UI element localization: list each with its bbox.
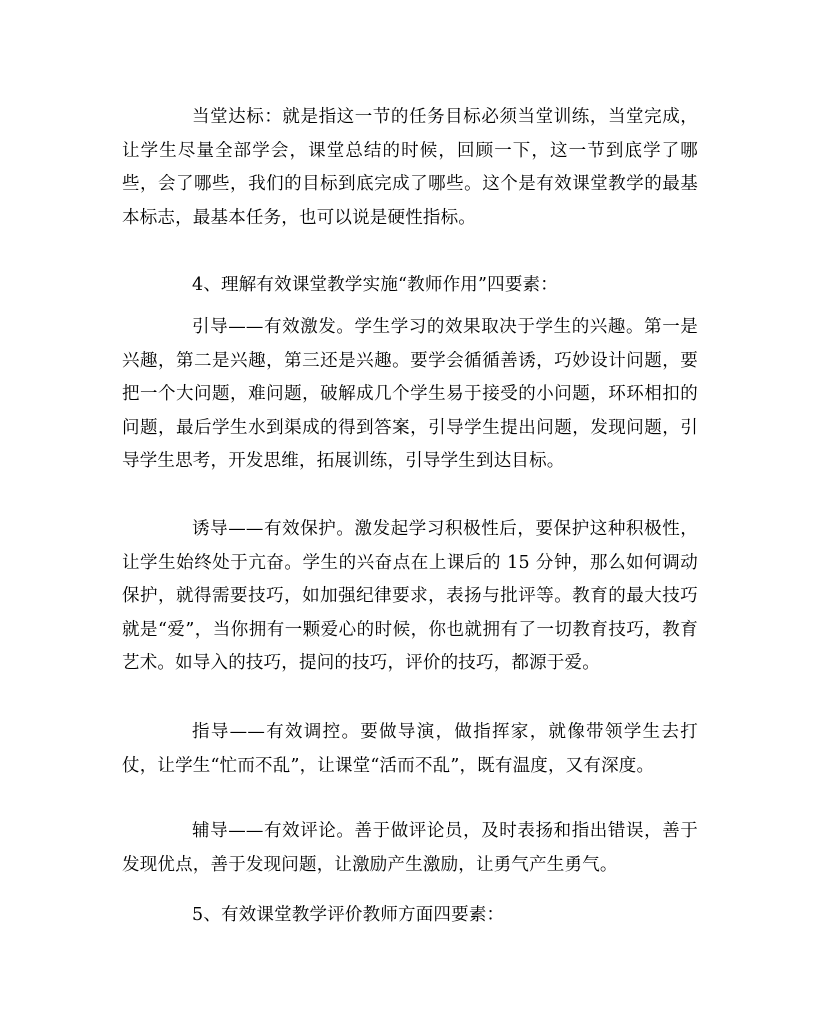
section-heading-4: 4、理解有效课堂教学实施“教师作用”四要素：	[192, 275, 558, 295]
section-heading-5: 5、有效课堂教学评价教师方面四要素：	[192, 905, 505, 925]
paragraph-induce: 诱导——有效保护。激发起学习积极性后，要保护这种积极性，让学生始终处于亢奋。学生的兴奋点在上课后的 15 分钟，那么如何调动保护，就得需要技巧，如加强纪律要求，表扬与批评等。教育的最大技巧就是“爱”，当你拥有一颗爱心的时候，你也就拥有了一切教育技巧，教育艺术。如导入的技巧，提问的技巧，评价的技巧，都源于爱。	[122, 519, 698, 673]
paragraph-when-class-goal: 当堂达标：就是指这一节的任务目标必须当堂训练，当堂完成，让学生尽量全部学会，课堂总结的时候，回顾一下，这一节到底学了哪些，会了哪些，我们的目标到底完成了哪些。这个是有效课堂教学的最基本标志，最基本任务，也可以说是硬性指标。	[122, 107, 698, 228]
paragraph-guide: 引导——有效激发。学生学习的效果取决于学生的兴趣。第一是兴趣，第二是兴趣，第三还是兴趣。要学会循循善诱，巧妙设计问题，要把一个大问题，难问题，破解成几个学生易于接受的小问题，环环相扣的问题，最后学生水到渠成的得到答案，引导学生提出问题，发现问题，引导学生思考，开发思维，拓展训练，引导学生到达目标。	[122, 317, 698, 471]
paragraph-direct: 指导——有效调控。要做导演，做指挥家，就像带领学生去打仗，让学生“忙而不乱”，让课堂“活而不乱”，既有温度，又有深度。	[122, 722, 698, 776]
paragraph-tutor: 辅导——有效评论。善于做评论员，及时表扬和指出错误，善于发现优点，善于发现问题，让激励产生激励，让勇气产生勇气。	[122, 821, 698, 875]
